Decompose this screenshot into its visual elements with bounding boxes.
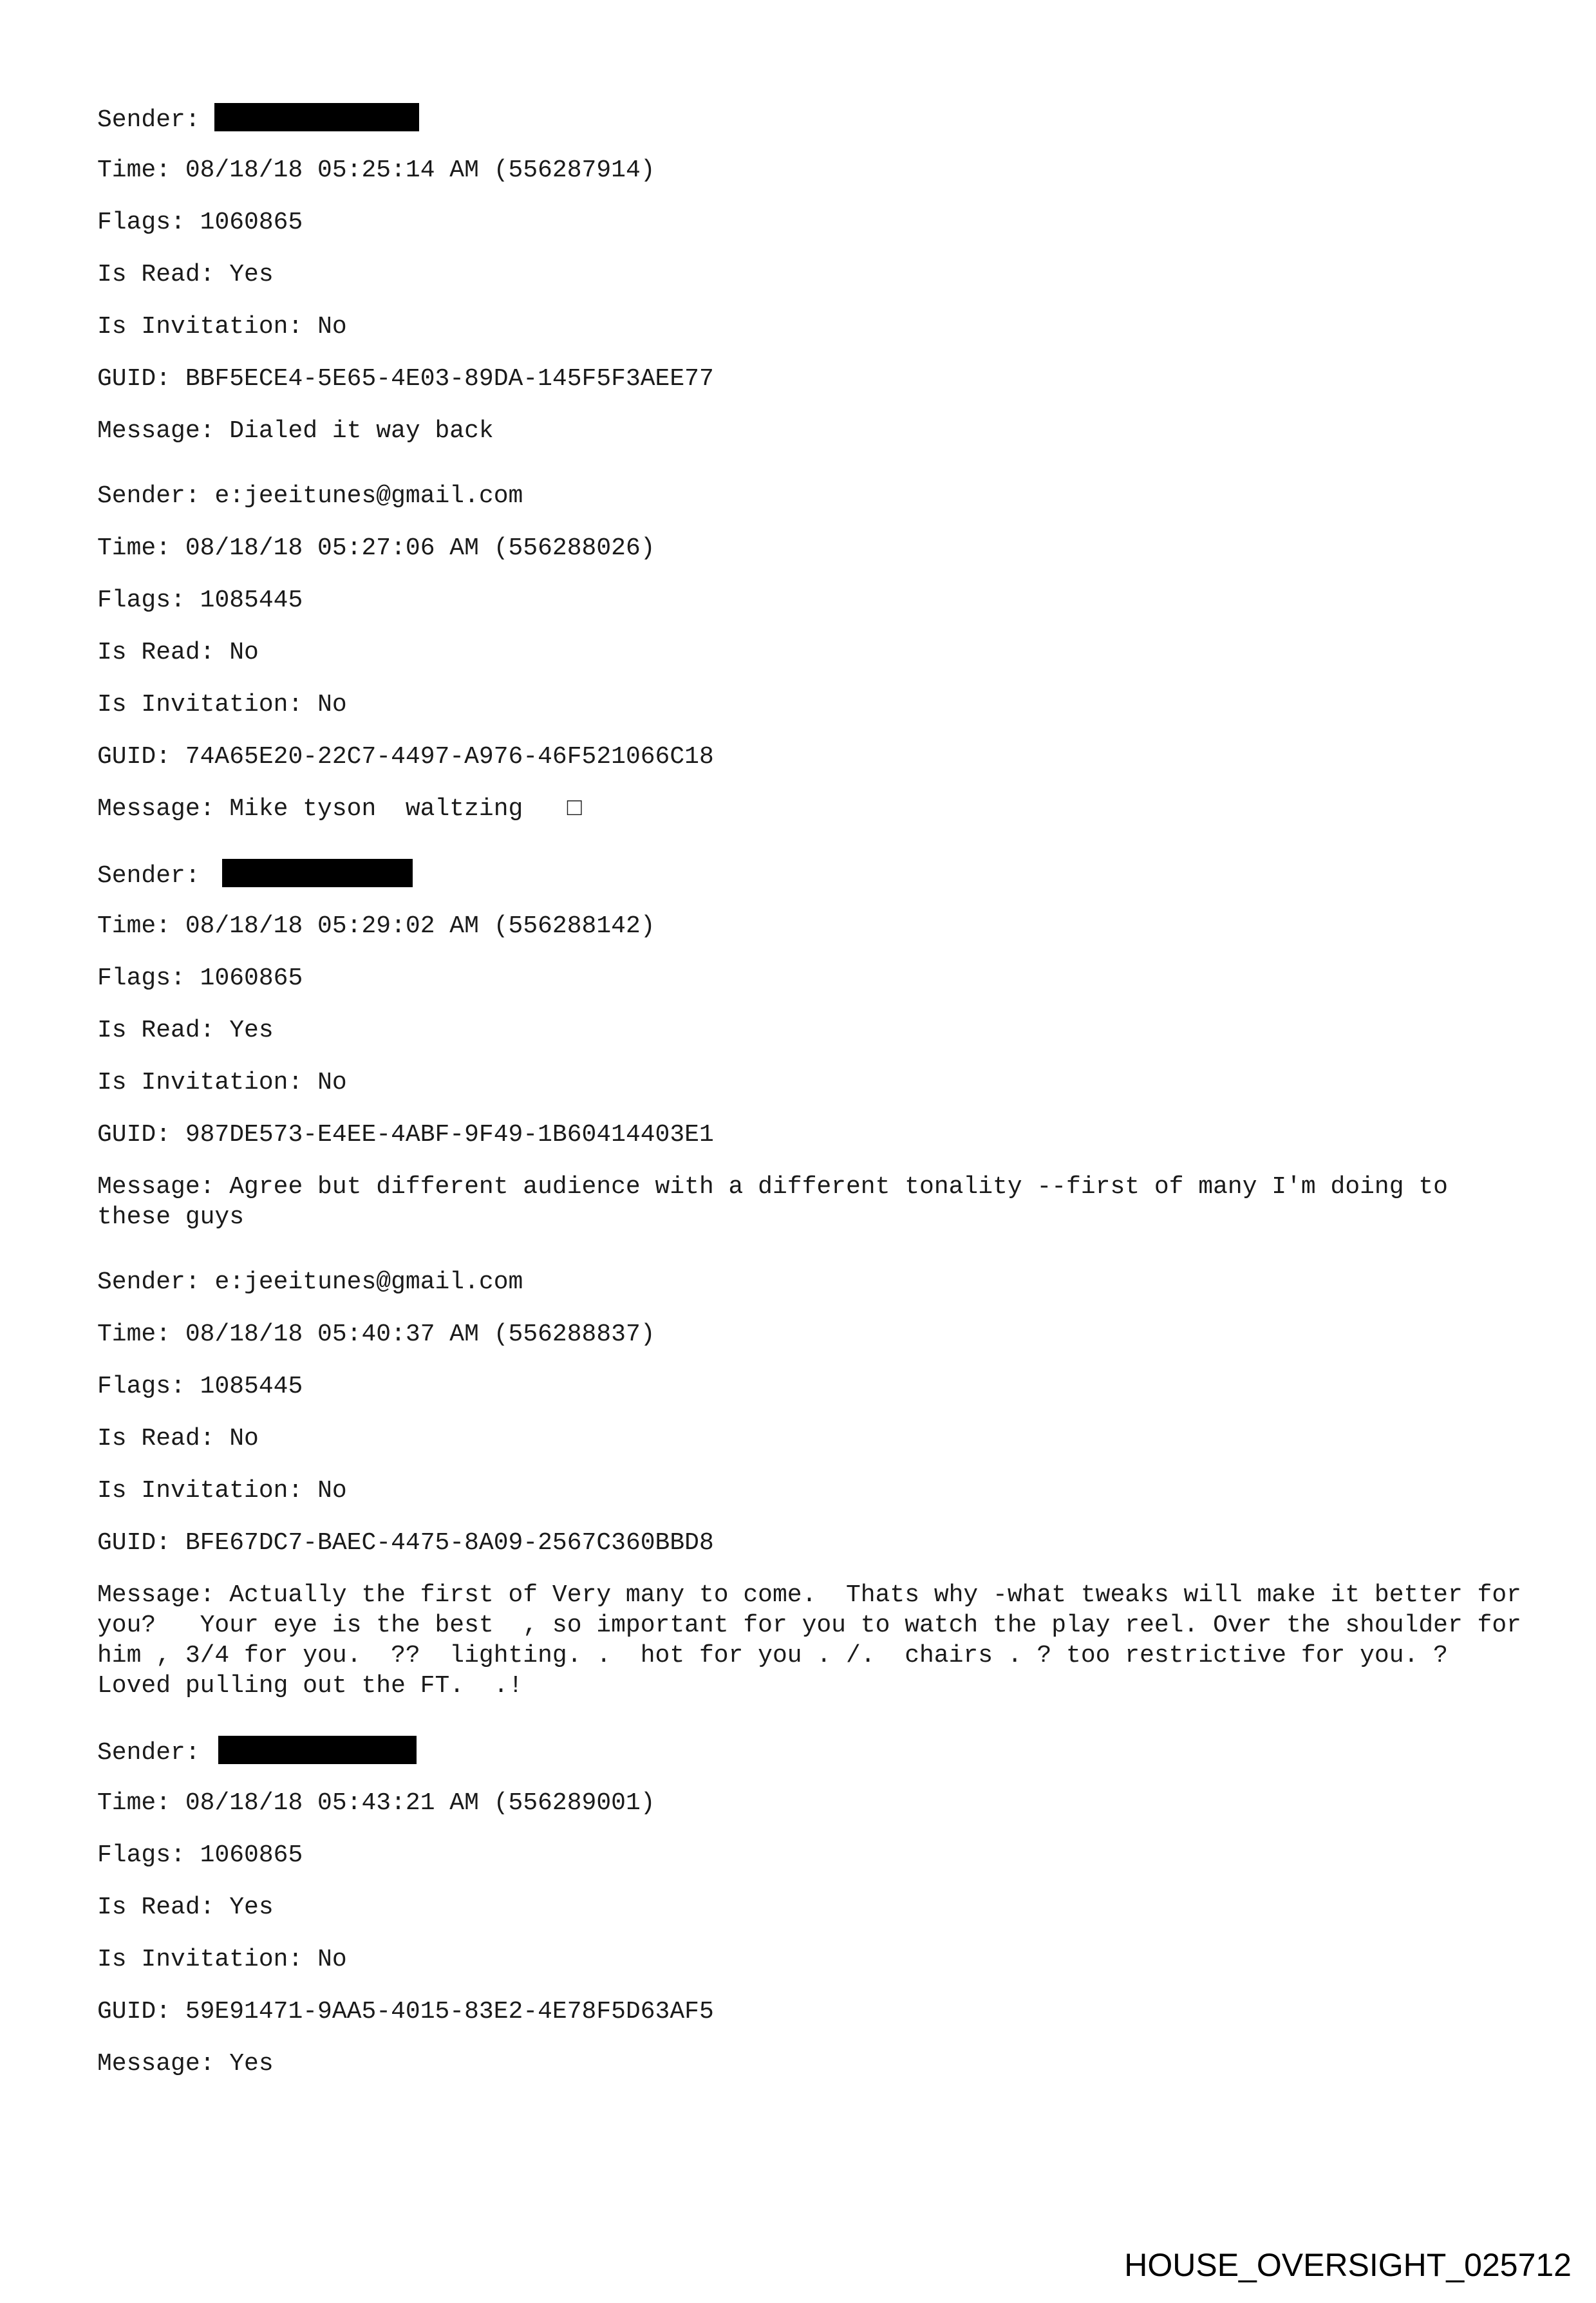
is-invitation-label: Is Invitation: (97, 691, 318, 719)
is-read-line (97, 1892, 1526, 1922)
guid-value: 74A65E20-22C7-4497-A976-46F521066C18 (185, 743, 714, 771)
is-read-value: Yes (229, 1894, 274, 1921)
time-line (97, 1319, 1526, 1349)
is-invitation-value: No (317, 1069, 347, 1096)
redaction-bar (222, 859, 413, 887)
sender-label: Sender: (97, 106, 215, 134)
time-label: Time: (97, 156, 185, 184)
flags-value: 1085445 (200, 587, 303, 614)
message-line (97, 2049, 1533, 2079)
time-line (97, 911, 1526, 941)
sender-label: Sender: (97, 1739, 215, 1767)
flags-line (97, 1840, 1526, 1870)
guid-value: 987DE573-E4EE-4ABF-9F49-1B60414403E1 (185, 1121, 714, 1149)
sender-label: Sender: (97, 862, 215, 890)
message-value: Agree but different audience with a different tonality --first of many I'm doing to these guys (97, 1173, 1463, 1231)
is-read-value: Yes (229, 261, 274, 288)
time-value: 08/18/18 05:43:21 AM (556289001) (185, 1789, 655, 1817)
is-invitation-value: No (317, 1477, 347, 1505)
guid-label: GUID: (97, 743, 185, 771)
message-label: Message: (97, 1173, 230, 1201)
guid-value: BBF5ECE4-5E65-4E03-89DA-145F5F3AEE77 (185, 365, 714, 393)
time-label: Time: (97, 912, 185, 940)
is-read-value: No (229, 1425, 259, 1452)
message-value: Dialed it way back (229, 417, 494, 445)
flags-value: 1060865 (200, 964, 303, 992)
guid-label: GUID: (97, 1529, 185, 1557)
message-value: Yes (229, 2050, 274, 2078)
guid-line (97, 1120, 1526, 1150)
guid-line (97, 1997, 1526, 2027)
message-value: Actually the first of Very many to come. Thats why -what tweaks will make it better for you? Your eye is the best , so important for you to watch the play reel. Over the shoulder for him , 3/4 for you. ?? lighting. . hot for you . /. chairs . ? too restrictive for you. ? Loved pulling out the FT. .! (97, 1581, 1536, 1700)
redaction-bar (214, 103, 419, 131)
message-record (97, 481, 1526, 824)
is-invitation-value: No (317, 313, 347, 341)
time-label: Time: (97, 534, 185, 562)
time-value: 08/18/18 05:40:37 AM (556288837) (185, 1321, 655, 1348)
guid-value: BFE67DC7-BAEC-4475-8A09-2567C360BBD8 (185, 1529, 714, 1557)
flags-line (97, 585, 1526, 616)
is-invitation-line (97, 1944, 1526, 1975)
flags-value: 1060865 (200, 1841, 303, 1869)
flags-line (97, 207, 1526, 238)
time-line (97, 155, 1526, 185)
time-value: 08/18/18 05:27:06 AM (556288026) (185, 534, 655, 562)
flags-label: Flags: (97, 587, 200, 614)
message-label: Message: (97, 2050, 230, 2078)
is-invitation-line (97, 312, 1526, 342)
time-line (97, 533, 1526, 563)
flags-line (97, 1371, 1526, 1402)
is-read-line (97, 637, 1526, 668)
message-log (97, 103, 1536, 2114)
guid-label: GUID: (97, 1998, 185, 2026)
is-invitation-label: Is Invitation: (97, 1069, 318, 1096)
flags-label: Flags: (97, 1373, 200, 1400)
message-line (97, 794, 1533, 824)
is-read-label: Is Read: (97, 639, 230, 666)
flags-line (97, 963, 1526, 993)
sender-label: Sender: (97, 482, 215, 510)
flags-label: Flags: (97, 1841, 200, 1869)
is-invitation-value: No (317, 691, 347, 719)
is-read-label: Is Read: (97, 1425, 230, 1452)
is-read-line (97, 1015, 1526, 1046)
message-record (97, 1736, 1526, 2079)
is-read-label: Is Read: (97, 1894, 230, 1921)
message-value: Mike tyson waltzing □ (229, 795, 582, 823)
sender-line (97, 481, 1526, 511)
flags-label: Flags: (97, 964, 200, 992)
sender-line (97, 103, 1526, 133)
is-read-value: Yes (229, 1017, 274, 1044)
guid-line (97, 364, 1526, 394)
sender-line (97, 1736, 1526, 1766)
flags-value: 1085445 (200, 1373, 303, 1400)
is-invitation-line (97, 1476, 1526, 1506)
is-read-label: Is Read: (97, 1017, 230, 1044)
is-invitation-label: Is Invitation: (97, 1946, 318, 1973)
is-invitation-line (97, 1067, 1526, 1098)
guid-label: GUID: (97, 1121, 185, 1149)
time-value: 08/18/18 05:25:14 AM (556287914) (185, 156, 655, 184)
guid-line (97, 1528, 1526, 1558)
guid-value: 59E91471-9AA5-4015-83E2-4E78F5D63AF5 (185, 1998, 714, 2026)
message-record (97, 1267, 1536, 1701)
bates-number: HOUSE_OVERSIGHT_025712 (1124, 2247, 1572, 2283)
sender-value: e:jeeitunes@gmail.com (214, 482, 523, 510)
message-record (97, 103, 1526, 446)
is-invitation-value: No (317, 1946, 347, 1973)
is-read-label: Is Read: (97, 261, 230, 288)
message-line (97, 1172, 1533, 1232)
sender-value: e:jeeitunes@gmail.com (214, 1268, 523, 1296)
is-read-value: No (229, 639, 259, 666)
time-label: Time: (97, 1789, 185, 1817)
is-read-line (97, 259, 1526, 290)
message-line (97, 1580, 1536, 1701)
message-record (97, 859, 1526, 1232)
time-line (97, 1788, 1526, 1818)
is-read-line (97, 1424, 1526, 1454)
is-invitation-label: Is Invitation: (97, 313, 318, 341)
message-label: Message: (97, 795, 230, 823)
is-invitation-label: Is Invitation: (97, 1477, 318, 1505)
is-invitation-line (97, 690, 1526, 720)
flags-value: 1060865 (200, 209, 303, 236)
message-label: Message: (97, 417, 230, 445)
sender-label: Sender: (97, 1268, 215, 1296)
redaction-bar (218, 1736, 417, 1764)
time-value: 08/18/18 05:29:02 AM (556288142) (185, 912, 655, 940)
guid-label: GUID: (97, 365, 185, 393)
guid-line (97, 742, 1526, 772)
message-label: Message: (97, 1581, 230, 1609)
time-label: Time: (97, 1321, 185, 1348)
sender-line (97, 1267, 1526, 1297)
flags-label: Flags: (97, 209, 200, 236)
message-line (97, 416, 1533, 446)
sender-line (97, 859, 1526, 889)
